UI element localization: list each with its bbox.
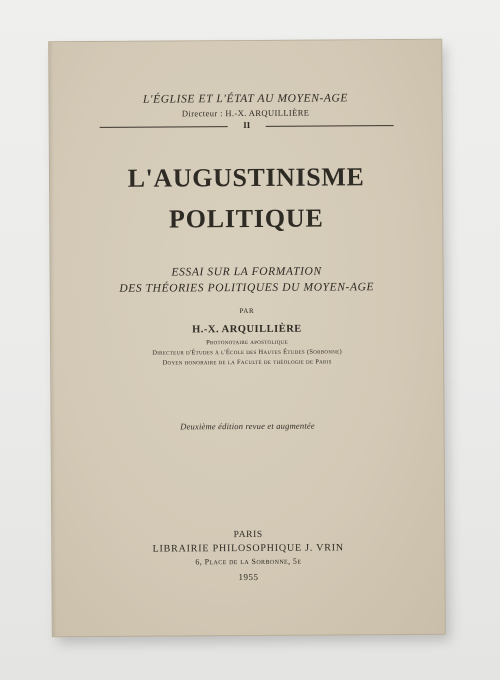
author-credential-3: Doyen honoraire de la Faculté de théologie de Paris (162, 358, 332, 367)
book-title-line1: L'AUGUSTINISME (127, 162, 365, 193)
publisher-name: LIBRAIRIE PHILOSOPHIQUE J. VRIN (152, 542, 344, 555)
author-credential-2: Directeur d'Études à l'École des Hautes Études (Sorbonne) (152, 348, 342, 357)
author-name: H.-X. ARQUILLIÈRE (192, 323, 302, 336)
by-label: PAR (239, 306, 255, 316)
subtitle-line1: ESSAI SUR LA FORMATION (171, 265, 322, 279)
publication-year: 1955 (238, 571, 259, 583)
book-title-line2: POLITIQUE (168, 203, 324, 234)
series-rule (100, 120, 394, 134)
publisher-city: PARIS (233, 529, 263, 541)
series-director: Directeur : H.-X. ARQUILLIÈRE (181, 107, 310, 119)
edition-note: Deuxième édition revue et augmentée (180, 420, 315, 432)
series-title: L'ÉGLISE ET L'ÉTAT AU MOYEN-AGE (143, 92, 349, 106)
author-credential-1: Protonotaire apostolique (206, 338, 288, 347)
subtitle-line2: DES THÉORIES POLITIQUES DU MOYEN-AGE (119, 281, 375, 295)
book-cover (48, 39, 446, 637)
publisher-address: 6, Place de la Sorbonne, 5e (195, 556, 302, 567)
volume-number: II (243, 119, 251, 131)
